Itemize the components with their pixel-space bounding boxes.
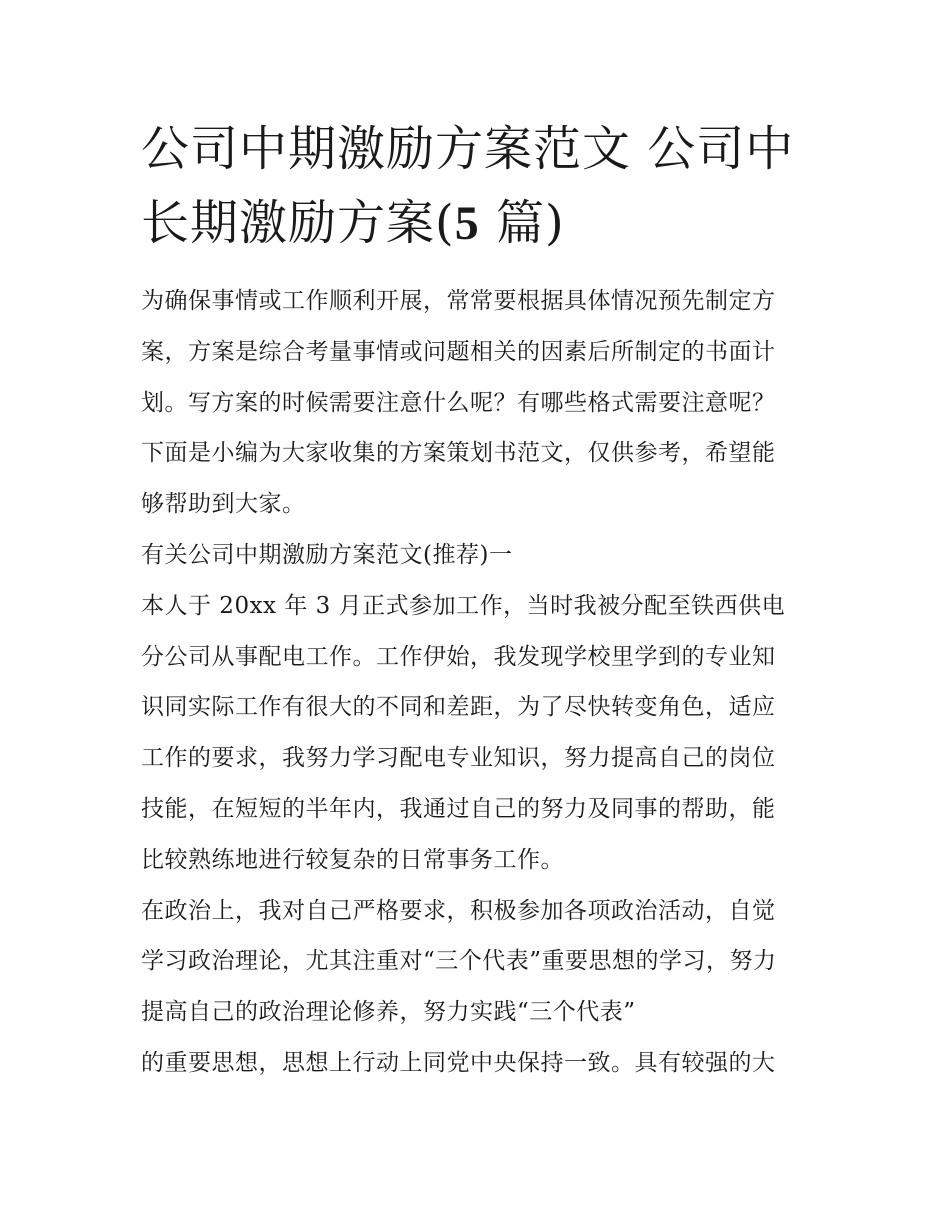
text-line: 的重要思想，思想上行动上同党中央保持一致。具有较强的大	[141, 1049, 776, 1076]
text-line: 比较熟练地进行较复杂的日常事务工作。	[141, 846, 564, 873]
text-line: 学习政治理论，尤其注重对“三个代表”重要思想的学习，努力	[141, 948, 777, 975]
section-heading	[141, 530, 816, 581]
document-title	[141, 112, 821, 261]
text-line: 为确保事情或工作顺利开展，常常要根据具体情况预先制定方	[141, 288, 776, 314]
text-line: 提高自己的政治理论修养，努力实践“三个代表”	[141, 999, 636, 1026]
text-line: 划。写方案的时候需要注意什么呢？有哪些格式需要注意呢？	[141, 389, 776, 416]
title-number: 5	[454, 197, 480, 250]
text-line: 有关公司中期激励方案范文(推荐)一	[141, 541, 513, 568]
title-text-part2: 篇)	[479, 195, 565, 251]
text-line: 下面是小编为大家收集的方案策划书范文，仅供参考，希望能	[141, 440, 776, 467]
paragraph-continuation	[141, 1038, 816, 1089]
document-body	[141, 276, 816, 1089]
text-line: 识同实际工作有很大的不同和差距，为了尽快转变角色，适应	[141, 694, 776, 721]
paragraph-politics	[141, 886, 816, 1038]
text-line: 技能，在短短的半年内，我通过自己的努力及同事的帮助，能	[141, 795, 776, 822]
paragraph-work	[141, 581, 816, 886]
paragraph-intro	[141, 276, 816, 530]
text-line: 分公司从事配电工作。工作伊始，我发现学校里学到的专业知	[141, 643, 776, 670]
title-text-part1: 公司中期激励方案范文 公司中长期激励方案(	[141, 121, 795, 251]
text-line: 够帮助到大家。	[141, 491, 306, 518]
text-line: 案，方案是综合考量事情或问题相关的因素后所制定的书面计	[141, 338, 776, 365]
text-line: 工作的要求，我努力学习配电专业知识，努力提高自己的岗位	[141, 745, 776, 772]
text-line: 在政治上，我对自己严格要求，积极参加各项政治活动，自觉	[141, 897, 776, 924]
text-line: 本人于 20xx 年 3 月正式参加工作，当时我被分配至铁西供电	[141, 592, 786, 619]
